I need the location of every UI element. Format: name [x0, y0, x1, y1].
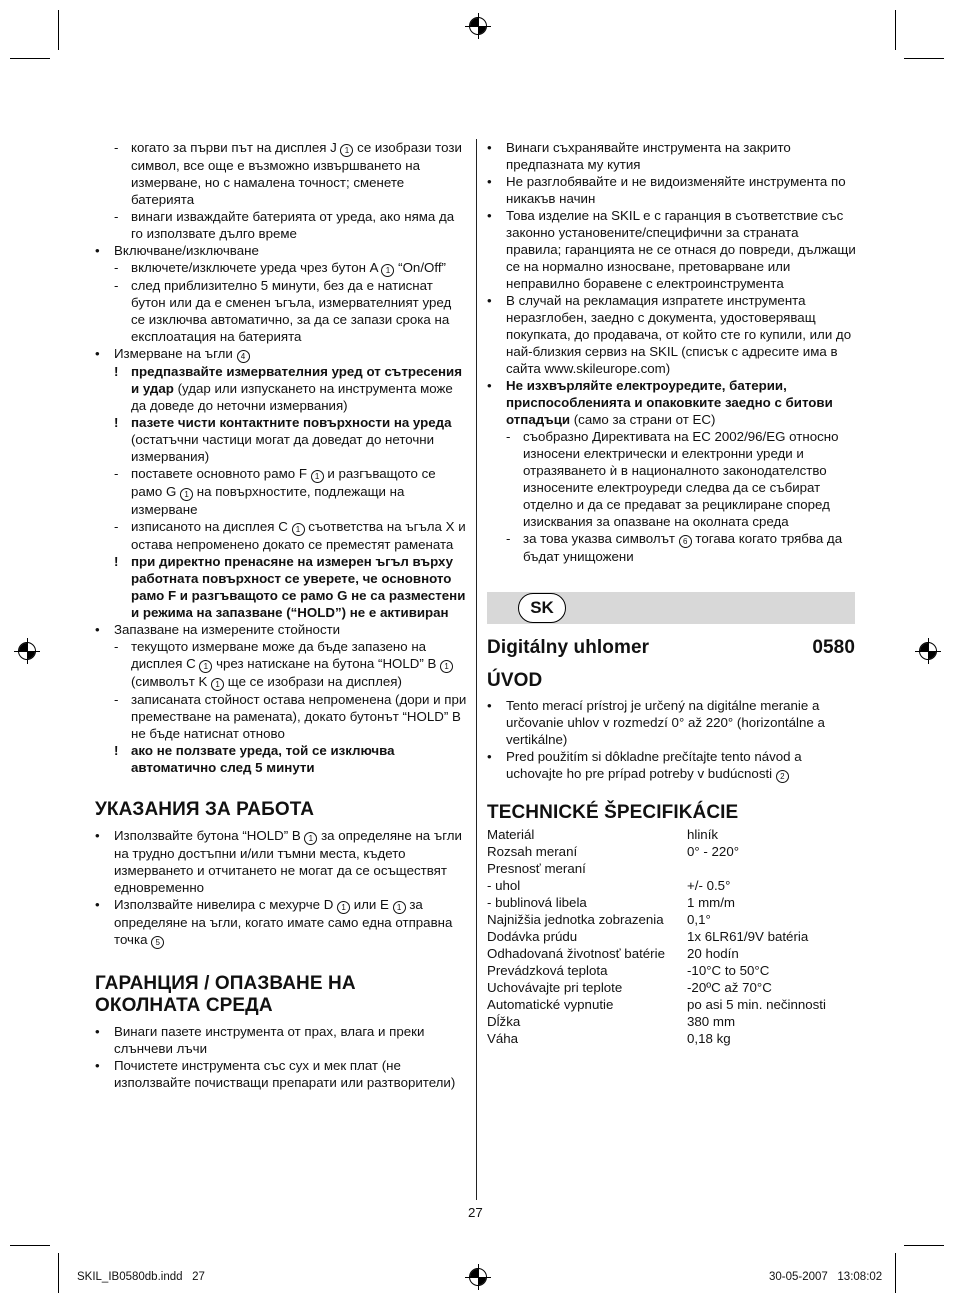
figure-ref-icon: 1	[211, 678, 224, 691]
list-item: • Използвайте нивелира с мехурче D 1 или E 1 за определяне на ъгли, когато имате само една отправна точка 5	[95, 897, 453, 947]
spec-label: - bublinová libela	[487, 895, 587, 910]
section-heading-specs: TECHNICKÉ ŠPECIFIKÁCIE	[487, 802, 739, 823]
spec-row	[487, 860, 857, 877]
list-item: • Не разглобявайте и не видоизменяйте инструмента по никакъв начин	[487, 174, 846, 206]
crop-mark	[10, 58, 50, 59]
section-heading-intro: ÚVOD	[487, 670, 543, 691]
list-item: • Винаги пазете инструмента от прах, влага и преки слънчеви лъчи	[95, 1024, 425, 1056]
list-marker: •	[487, 174, 492, 189]
list-item: • Измерване на ъгли 4	[95, 345, 467, 363]
spec-label: Presnosť meraní	[487, 861, 586, 876]
figure-ref-icon: 5	[151, 936, 164, 949]
spec-row	[487, 996, 857, 1013]
warranty-list	[95, 1023, 467, 1091]
spec-row	[487, 1030, 857, 1047]
spec-label: Najnižšia jednotka zobrazenia	[487, 912, 664, 927]
registration-mark-icon	[469, 1268, 487, 1286]
spec-label: Materiál	[487, 827, 535, 842]
spec-value: 0,1°	[687, 912, 711, 927]
sub-list-item: - винаги изваждайте батерията от уреда, ако няма да го използвате дълго време	[114, 209, 455, 241]
registration-mark-icon	[469, 17, 487, 35]
spec-value: -20ºC až 70°C	[687, 980, 772, 995]
warning-item: ! пазете чисти контактните повърхности на уреда (остатъчни частици могат да доведат до неточни измервания)	[114, 415, 452, 464]
warning-item: ! при директно пренасяне на измерен ъгъл върху работната повърхност се уверете, че основното рамо F и разгъващото се рамо G не са разместени и режима на запазване (“HOLD”) не е активиран	[114, 554, 466, 620]
list-item: • Запазване на измерените стойности	[95, 622, 341, 637]
spec-label: Odhadovaná životnosť batérie	[487, 946, 665, 961]
product-title-row	[487, 637, 855, 659]
spec-row	[487, 911, 857, 928]
right-list	[487, 139, 857, 565]
footer-filename: SKIL_IB0580db.indd 27	[77, 1271, 205, 1283]
spec-row	[487, 877, 857, 894]
list-marker: •	[487, 140, 492, 155]
spec-value: 1x 6LR61/9V batéria	[687, 929, 809, 944]
spec-label: Dĺžka	[487, 1014, 521, 1029]
crop-mark	[58, 1253, 59, 1293]
figure-ref-icon: 1	[311, 470, 324, 483]
figure-ref-icon: 1	[340, 144, 353, 157]
figure-ref-icon: 6	[679, 535, 692, 548]
list-item: • Включване/изключване	[95, 243, 259, 258]
list-marker: -	[114, 140, 119, 155]
list-item: • Почистете инструмента със сух и мек плат (не използвайте почистващи препарати или разтворители)	[95, 1058, 456, 1090]
crop-mark	[10, 1245, 50, 1246]
list-marker: !	[114, 364, 119, 379]
sub-list-item: - изписаното на дисплея C 1 съответства на ъгъла X и остава непроменено докато се преместят рамената	[114, 519, 466, 552]
figure-ref-icon: 1	[440, 660, 453, 673]
list-marker: -	[114, 278, 119, 293]
spec-value: +/- 0.5°	[687, 878, 731, 893]
spec-row	[487, 1013, 857, 1030]
heading-line: ОКОЛНАТА СРЕДА	[95, 995, 273, 1016]
language-badge: SK	[518, 593, 566, 623]
spec-label: Rozsah meraní	[487, 844, 578, 859]
spec-table	[487, 826, 857, 1047]
figure-ref-icon: 4	[237, 350, 250, 363]
figure-ref-icon: 1	[180, 488, 193, 501]
spec-label: - uhol	[487, 878, 521, 893]
list-marker: -	[114, 519, 119, 534]
spec-value: 0° - 220°	[687, 844, 740, 859]
spec-value: 380 mm	[687, 1014, 736, 1029]
list-marker: •	[95, 243, 100, 258]
list-marker: !	[114, 415, 119, 430]
sub-list-item: - след приблизително 5 минути, без да е натиснат бутон или да е сменен ъгъла, измервателният уред се изключва автоматично, за да се запази срока на експлоатация на батерията	[114, 278, 452, 344]
spec-value: 20 hodín	[687, 946, 739, 961]
list-marker: •	[95, 828, 100, 843]
spec-label: Váha	[487, 1031, 519, 1046]
list-marker: -	[506, 531, 511, 546]
sub-list-item: - за това указва символът 6 тогава когато трябва да бъдат унищожени	[506, 531, 843, 564]
warning-item: ! предпазвайте измервателния уред от сътресения и удар (удар или изпускането на инструмента може да доведе до неточни измервания)	[114, 364, 462, 413]
sub-list-item: - текущото измерване може да бъде запазено на дисплея C 1 чрез натискане на бутона “HOLD” B 1 (символът K 1 ще се изобрази на дисплея)	[114, 638, 467, 691]
intro-list	[487, 697, 857, 783]
list-marker: •	[487, 378, 492, 393]
spec-value: po asi 5 min. nečinnosti	[687, 997, 826, 1012]
left-column	[95, 139, 467, 1091]
list-marker: !	[114, 554, 119, 569]
sub-list-item: - съобразно Директивата на ЕС 2002/96/EG относно износени електрически и електронни уреди и отразяването ѝ в националното законодателство износените електроуреди следва да се събират отделно и да се предават за рециклиране според изисквания за опазване на околната среда	[506, 429, 839, 529]
list-marker: •	[487, 293, 492, 308]
list-marker: •	[95, 1058, 100, 1073]
heading-line: ГАРАНЦИЯ / ОПАЗВАНЕ НА	[95, 973, 356, 994]
spec-value: 1 mm/m	[687, 895, 736, 910]
sub-list-item: - поставете основното рамо F 1 и разгъващото се рамо G 1 на повърхностите, подлежащи на измерване	[114, 466, 436, 517]
product-title: Digitálny uhlomer	[487, 637, 650, 658]
page-number: 27	[468, 1205, 483, 1220]
list-item: • Не изхвърляйте електроуредите, батерии, приспособленията и опаковките заедно с битови отпадъци (само за страни от ЕС)	[487, 378, 833, 427]
figure-ref-icon: 1	[337, 901, 350, 914]
list-marker: •	[95, 1024, 100, 1039]
spec-value: 0,18 kg	[687, 1031, 731, 1046]
crop-mark	[895, 1253, 896, 1293]
spec-label: Automatické vypnutie	[487, 997, 614, 1012]
figure-ref-icon: 1	[199, 660, 212, 673]
figure-ref-icon: 1	[304, 832, 317, 845]
product-model: 0580	[812, 637, 855, 658]
list-marker: -	[114, 692, 119, 707]
list-marker: -	[114, 466, 119, 481]
sub-list-item: - включете/изключете уреда чрез бутон A 1 “On/Off”	[114, 260, 446, 275]
list-item: • Tento merací prístroj je určený na digitálne meranie a určovanie uhlov v rozmedzí 0° až 220° (horizontálne a vertikálne)	[487, 698, 825, 747]
spec-label: Uchovávajte pri teplote	[487, 980, 623, 995]
registration-mark-icon	[919, 642, 937, 660]
list-marker: •	[95, 346, 100, 361]
list-marker: •	[95, 897, 100, 912]
list-marker: •	[487, 208, 492, 223]
spec-row	[487, 928, 857, 945]
spec-row	[487, 979, 857, 996]
crop-mark	[895, 10, 896, 50]
spec-row	[487, 826, 857, 843]
warning-item: ! ако не ползвате уреда, той се изключва автоматично след 5 минути	[114, 743, 395, 775]
list-item: • Използвайте бутона “HOLD” B 1 за определяне на ъгли на трудно достъпни и/или тъмни места, където измерването и отчитането не могат да се осъществят едновременно	[95, 828, 462, 895]
column-divider	[476, 139, 477, 1200]
crop-mark	[904, 1245, 944, 1246]
crop-mark	[58, 10, 59, 50]
section-heading-warranty	[95, 973, 467, 1017]
list-marker: •	[487, 698, 492, 713]
list-marker: •	[487, 749, 492, 764]
spec-label: Dodávka prúdu	[487, 929, 578, 944]
spec-row	[487, 843, 857, 860]
right-column	[487, 139, 857, 1047]
list-marker: -	[114, 209, 119, 224]
work-list	[95, 827, 467, 949]
list-marker: -	[114, 260, 119, 275]
list-marker: -	[506, 429, 511, 444]
spec-row	[487, 894, 857, 911]
section-heading-work: УКАЗАНИЯ ЗА РАБОТА	[95, 799, 315, 820]
crop-mark	[904, 58, 944, 59]
sub-list-item: - когато за първи път на дисплея J 1 се изобрази този символ, все още е възможно извършването на измерване, но с намалена точност; сменете батерията	[114, 140, 462, 207]
left-list	[95, 139, 467, 776]
list-item: • В случай на рекламация изпратете инструмента неразглобен, заедно с документа, удостоверяващ покупката, до продавача, от който сте го купили, или до най-близкия сервиз на SKIL (списък с адресите има в сайта www.skileurope.com)	[487, 293, 852, 376]
figure-ref-icon: 1	[292, 523, 305, 536]
list-marker: !	[114, 743, 119, 758]
language-bar	[487, 592, 855, 624]
spec-label: Prevádzková teplota	[487, 963, 608, 978]
footer-date: 30-05-2007 13:08:02	[769, 1271, 883, 1283]
list-item: • Това изделие на SKIL е с гаранция в съответствие със законно установените/специфични за страната правила; гаранцията не се отнася до повреди, дължащи се на нормално износване, претоварване или неправилно боравене с електроинструмента	[487, 208, 856, 291]
figure-ref-icon: 2	[776, 770, 789, 783]
list-marker: -	[114, 639, 119, 654]
spec-row	[487, 945, 857, 962]
registration-mark-icon	[18, 642, 36, 660]
sub-list-item: - записаната стойност остава непроменена (дори и при преместване на рамената), докато бутонът “HOLD” B не бъде натиснат отново	[114, 692, 467, 741]
spec-value: -10°C to 50°C	[687, 963, 770, 978]
spec-row	[487, 962, 857, 979]
figure-ref-icon: 1	[393, 901, 406, 914]
spec-value: hliník	[687, 827, 719, 842]
list-item: • Винаги съхранявайте инструмента на закрито предпазната му кутия	[487, 140, 791, 172]
list-marker: •	[95, 622, 100, 637]
list-item: • Pred použitím si dôkladne prečítajte tento návod a uchovajte ho pre prípad potreby v budúcnosti 2	[487, 749, 802, 781]
figure-ref-icon: 1	[381, 264, 394, 277]
